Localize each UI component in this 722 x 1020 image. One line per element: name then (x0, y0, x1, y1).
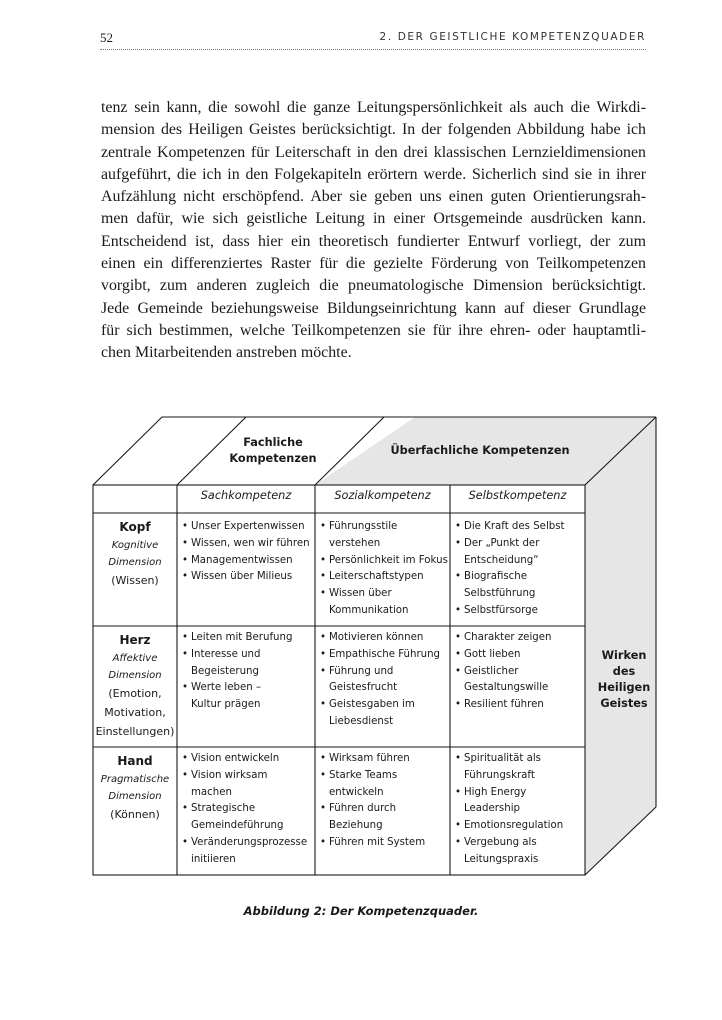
competence-item-line: • Wissen, wen wir führen (191, 537, 310, 549)
competence-item (182, 768, 314, 802)
body-line: vorgibt, zum anderen zugleich die pneumatologische Dimension berücksichtigt. (101, 277, 646, 295)
competence-item-line: • Geistlicher (464, 665, 519, 677)
row-name: Hand (117, 754, 153, 768)
row-dimension-line2: Dimension (108, 791, 162, 802)
competence-item (182, 630, 314, 647)
competence-item-line: verstehen (329, 537, 381, 549)
body-line: tenz sein kann, die sowohl die ganze Leitungspersönlichkeit als auch die Wirkdi- (101, 99, 646, 116)
cell-hand-sozial (320, 751, 450, 852)
competence-item-line: • Wissen über Milieus (191, 571, 293, 583)
body-line: Aufzählung nicht erschöpfend. Aber sie geben uns einen guten Orientierungsrah- (101, 188, 646, 206)
cell-herz-sach (182, 630, 314, 714)
body-line: Entscheidend ist, dass hier ein theoretisch fundierter Entwurf vorliegt, der zum (101, 232, 646, 250)
body-line: für sich bestimmen, welche Teilkompetenzen sie für ihre ehren- oder hauptamtli- (101, 321, 646, 339)
competence-item (320, 801, 450, 835)
competence-item-line: Entscheidung“ (464, 554, 539, 566)
column-header-selbst: Selbstkompetenz (468, 489, 567, 502)
top-label-ueberfachlich: Überfachliche Kompetenzen (390, 444, 570, 457)
competence-item (320, 630, 450, 647)
competence-item-line: • Vision wirksam (191, 769, 268, 781)
competence-item-line: • Wissen über (329, 588, 392, 600)
competence-item-line: • Führen mit System (329, 836, 426, 848)
competence-item (320, 664, 450, 698)
competence-item (182, 536, 314, 553)
competence-item (455, 603, 585, 620)
cell-kopf-sach (182, 519, 314, 586)
row-head-herz (95, 630, 175, 741)
competence-item-line: • Interesse und (191, 648, 261, 660)
row-dimension-line1: Kognitive (111, 540, 159, 551)
competence-item (182, 680, 314, 714)
competence-item-line: • Geistesgaben im (329, 699, 415, 711)
competence-list (182, 519, 314, 586)
column-header-sozial: Sozialkompetenz (334, 489, 431, 502)
competence-item-line: • Werte leben – (191, 682, 262, 694)
competence-item-line: • Emotionsregulation (464, 820, 564, 832)
competence-list (320, 519, 450, 620)
row-paren-line3: Einstellungen) (95, 725, 175, 738)
competence-item-line: • Biografische (464, 571, 528, 583)
competence-item (320, 519, 450, 553)
competence-item (320, 835, 450, 852)
competence-list (320, 751, 450, 852)
side-label-wirken (590, 648, 658, 712)
competence-item-line: initiieren (191, 853, 236, 865)
row-dimension-line2: Dimension (108, 670, 162, 681)
row-paren-line2: Motivation, (104, 706, 166, 719)
competence-item (455, 536, 585, 570)
row-name: Kopf (119, 520, 151, 534)
side-label-line1: Wirken (601, 649, 647, 662)
cell-kopf-selbst (455, 519, 585, 620)
body-line: Jede Gemeinde beziehungsweise Bildungseinrichtung kann auf dieser Grundlage (101, 299, 646, 317)
cell-hand-sach (182, 751, 314, 869)
competence-item-line: Geistesfrucht (329, 682, 398, 694)
competence-item-line: • Persönlichkeit im Fokus (329, 554, 448, 566)
competence-item (182, 835, 314, 869)
body-paragraph (101, 97, 646, 365)
competence-item-line: Beziehung (329, 820, 383, 832)
competence-item (455, 751, 585, 785)
side-label-line2: des (612, 665, 636, 678)
chapter-header: 2. DER GEISTLICHE KOMPETENZQUADER (379, 31, 646, 43)
competence-item (182, 569, 314, 586)
competence-item-line: • Selbstfürsorge (464, 604, 538, 616)
column-header-sach: Sachkompetenz (200, 489, 292, 502)
cell-kopf-sozial (320, 519, 450, 620)
competence-item-line: • Managementwissen (191, 554, 293, 566)
top-label-fachlich-line2: Kompetenzen (229, 452, 317, 465)
row-name: Herz (119, 633, 151, 647)
row-paren: (Wissen) (111, 574, 159, 587)
competence-item-line: entwickeln (329, 786, 384, 798)
competence-item (455, 664, 585, 698)
competence-item (455, 697, 585, 714)
competence-item-line: Liebesdienst (329, 715, 394, 727)
competence-item (320, 569, 450, 586)
competence-cube-figure (90, 410, 660, 880)
row-dimension-line2: Dimension (108, 557, 162, 568)
competence-item (455, 785, 585, 819)
body-line: men dafür, wie sich geistliche Leitung in einer Ortsgemeinde ausdrücken kann. (101, 210, 646, 228)
competence-item-line: • Führung und (329, 665, 394, 677)
competence-item (320, 697, 450, 731)
competence-item (182, 553, 314, 570)
competence-list (182, 751, 314, 869)
page-number: 52 (100, 30, 113, 45)
competence-list (455, 751, 585, 869)
cell-hand-selbst (455, 751, 585, 869)
cell-herz-selbst (455, 630, 585, 714)
competence-item-line: • Starke Teams (329, 769, 398, 781)
competence-item-line: • Vision entwickeln (191, 753, 280, 764)
competence-list (320, 630, 450, 731)
competence-item-line: • High Energy Leadership (464, 786, 527, 815)
competence-item-line: • Führen durch (329, 803, 397, 815)
competence-item-line: • Wirksam führen (329, 753, 410, 764)
competence-item-line: machen (191, 786, 232, 798)
competence-item-line: • Veränderungsprozesse (191, 836, 308, 848)
competence-item-line: • Charakter zeigen (464, 632, 552, 643)
competence-list (455, 519, 585, 620)
competence-item (455, 630, 585, 647)
figure-caption: Abbildung 2: Der Kompetenzquader. (243, 904, 479, 918)
competence-item (320, 751, 450, 768)
competence-item-line: Führungskraft (464, 769, 535, 781)
competence-item (182, 801, 314, 835)
competence-item-line: • Führungsstile (329, 521, 398, 532)
competence-item-line: • Spiritualität als (464, 753, 541, 764)
competence-item-line: • Strategische (191, 803, 256, 815)
row-dimension-line1: Pragmatische (100, 774, 170, 785)
competence-item (182, 647, 314, 681)
side-label-line3: Heiligen (597, 681, 651, 694)
competence-item-line: Leitungspraxis (464, 853, 539, 865)
body-line: chen Mitarbeitenden anstreben möchte. (101, 344, 352, 362)
competence-item-line: Gestaltungswille (464, 682, 549, 694)
competence-item-line: • Die Kraft des Selbst (464, 521, 565, 532)
competence-item (182, 519, 314, 536)
row-head-hand (95, 751, 175, 824)
competence-item (455, 519, 585, 536)
competence-item-line: • Leiten mit Berufung (191, 632, 293, 643)
competence-item-line: Kommunikation (329, 604, 409, 616)
competence-item-line: • Leiterschaftstypen (329, 571, 424, 583)
competence-item (455, 818, 585, 835)
cell-herz-sozial (320, 630, 450, 731)
row-paren: (Emotion, (108, 687, 162, 700)
competence-item (320, 586, 450, 620)
competence-item (455, 647, 585, 664)
competence-item-line: • Vergebung als (464, 836, 537, 848)
competence-item (182, 751, 314, 768)
competence-item (320, 647, 450, 664)
competence-item-line: • Gott lieben (464, 648, 521, 660)
competence-item (455, 835, 585, 869)
competence-item (320, 553, 450, 570)
body-line: mension des Heiligen Geistes berücksichtigt. In der folgenden Abbildung habe ich (101, 121, 646, 139)
row-dimension-line1: Affektive (112, 653, 158, 664)
competence-item-line: • Unser Expertenwissen (191, 521, 305, 532)
top-label-fachlich-line1: Fachliche (243, 436, 303, 449)
body-line: zentrale Kompetenzen für Leiterschaft in den drei klassischen Lernzieldimensionen (101, 143, 646, 161)
side-label-line4: Geistes (600, 697, 648, 710)
row-paren: (Können) (110, 808, 160, 821)
competence-item-line: Gemeindeführung (191, 820, 284, 832)
competence-item-line: • Resilient führen (464, 699, 544, 711)
header-rule (100, 49, 646, 50)
competence-item (320, 768, 450, 802)
body-line: aufgeführt, die ich in den Folgekapiteln erörtern werde. Sicherlich sind sie in ihrer (101, 165, 646, 183)
competence-list (455, 630, 585, 714)
competence-item-line: Kultur prägen (191, 699, 261, 711)
competence-item-line: • Empathische Führung (329, 648, 441, 660)
competence-list (182, 630, 314, 714)
competence-item-line: • Motivieren können (329, 632, 424, 643)
competence-item (455, 569, 585, 603)
body-line: einen ein differenziertes Raster für die gezielte Förderung von Teilkompetenzen (101, 255, 646, 273)
competence-item-line: Selbstführung (464, 588, 536, 600)
competence-item-line: • Der „Punkt der (464, 537, 540, 549)
row-head-kopf (95, 517, 175, 590)
top-label-fachlich (218, 435, 328, 467)
competence-item-line: Begeisterung (191, 665, 259, 677)
